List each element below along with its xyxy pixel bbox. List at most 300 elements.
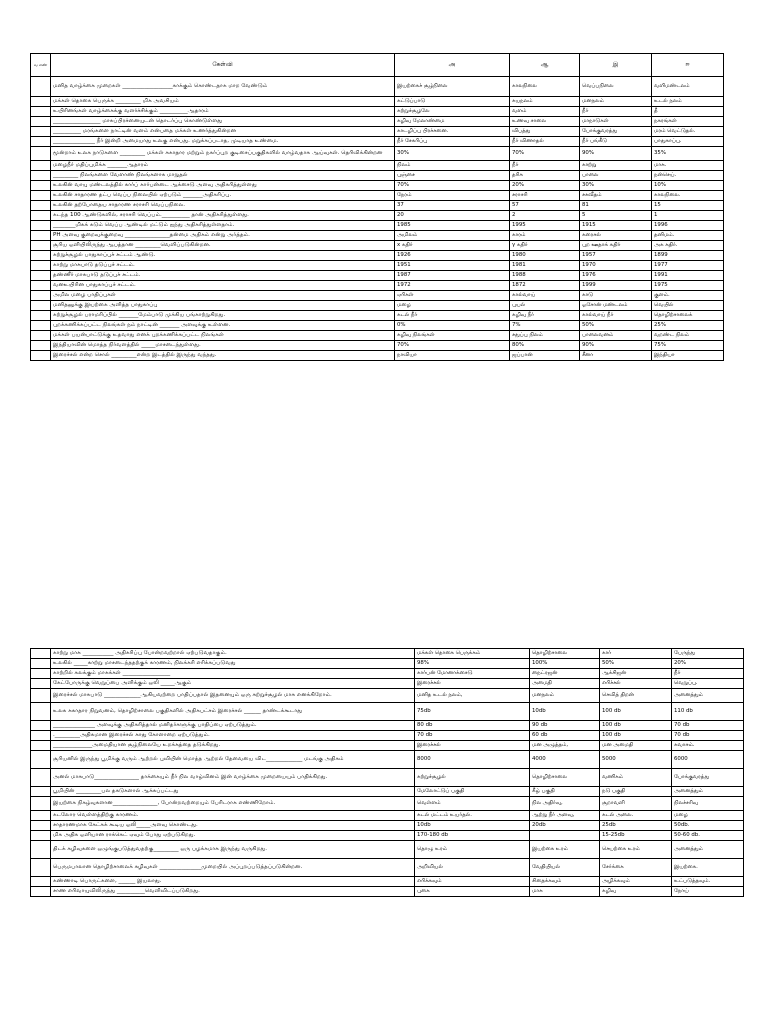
option-i-cell: எரிச்சல் (600, 679, 672, 689)
question-cell: தண்ணீர் மாசுபாடு தடுப்புச் சட்டம். (51, 271, 395, 281)
question-cell: மனிதனுக்கு இயற்கை அளித்த பாதுகாப்பு (51, 301, 395, 311)
option-ii-cell: வெறுப்பு. (672, 679, 744, 689)
question-cell: _______________ நீர் இன்றி அமையாது உலகு என்பது. மறுக்கப்படாத, முடியாத உண்மை. (51, 137, 395, 147)
option-i-cell: 15-25db (600, 831, 672, 841)
option-ii-cell: அனைத்தும் (672, 689, 744, 703)
option-ii-cell: 75% (652, 341, 724, 351)
option-ii-cell: 110 db (672, 703, 744, 721)
header-option-ii: ஈ (652, 54, 724, 77)
question-cell: கடலோர வெள்ளத்திற்கு காரணம். (51, 811, 415, 821)
option-i-cell: சீனா (580, 351, 652, 361)
option-i-cell: கரைசல் (580, 231, 652, 241)
option-aa-cell: சராசரி (510, 191, 580, 201)
option-i-cell: 5 (580, 211, 652, 221)
option-i-cell: கால்வாய் நீர் (580, 311, 652, 321)
option-a-cell: 1926 (395, 251, 510, 261)
option-i-cell: நீர் பங்கீடு (580, 137, 652, 147)
option-i-cell: போக்குவரத்து (580, 127, 652, 137)
table-row (31, 171, 724, 181)
option-a-cell: சுற்றுச்சூழலே (395, 107, 510, 117)
option-a-cell: 8000 (415, 751, 530, 769)
question-cell: உலகின் வாயு மண்டலத்தில் கார்ப் கார்பன்டை ஆக்சைடு அளவு அதிகரித்துள்ளது (51, 181, 395, 191)
question-cell: கண்ணாடி பொருட்களை, ______ இயலாது. (51, 877, 415, 887)
serial-number-cell (31, 301, 51, 311)
option-i-cell: 1999 (580, 281, 652, 291)
option-aa-cell: 80% (510, 341, 580, 351)
serial-number-cell (31, 341, 51, 351)
option-i-cell: கார் (600, 649, 672, 659)
option-i-cell: ஆக்சிஜன் (600, 669, 672, 679)
question-table-2 (30, 648, 744, 897)
table-row (31, 859, 744, 877)
question-cell: இயற்கை நிகழ்வுகளான________________, போன்றவற்றையும் பேரிடராக எண்ணிறோம். (51, 797, 415, 811)
option-ii-cell: தீ (652, 107, 724, 117)
table-row (31, 841, 744, 859)
option-i-cell: அழிக்கவும் (600, 877, 672, 887)
serial-number-cell (31, 331, 51, 341)
question-cell: இரைச்சல் என்ற சொல் _________என்ற இடத்தில் இருந்து வந்தது. (51, 351, 395, 361)
serial-number-cell (31, 649, 51, 659)
option-a-cell: 1951 (395, 261, 510, 271)
option-ii-cell: வறண்ட நிலம் (652, 331, 724, 341)
option-a-cell: இயற்கைச் சூழ்நிலை (395, 77, 510, 97)
serial-number-cell (31, 181, 51, 191)
question-cell: சாதாரணமாக கேட்கக் கூடிய ஒலி_____அளவு கொண்டது. (51, 821, 415, 831)
option-aa-cell: 70% (510, 147, 580, 161)
option-a-cell: அறிவியல் (415, 859, 530, 877)
option-a-cell: காடழிப்பு பிரச்சனை. (395, 127, 510, 137)
option-a-cell: 1987 (395, 271, 510, 281)
serial-number-cell (31, 221, 51, 231)
option-a-cell: 70% (395, 341, 510, 351)
option-a-cell: புஞ்சை (395, 171, 510, 181)
question-cell: மூன்றாம் உலக நாடுகளை _________ மக்கள் சுகாதார மற்றும் நகர்ப்புற குடிசைப்பகுதிகளில் வாழ்வதாக ஆய்வுகள். தெரிவிக்கின்றன (51, 147, 395, 161)
table-row (31, 181, 724, 191)
header-option-i: இ (580, 54, 652, 77)
option-ii-cell: அனைத்தும் (672, 787, 744, 797)
option-i-cell: சூறாவளி (600, 797, 672, 811)
option-ii-cell: நகரங்கள் (652, 117, 724, 127)
question-cell: இந்தியாவின் மொத்த நிர்வளத்தில் _____மாசடைந்துள்ளது. (51, 341, 395, 351)
serial-number-cell (31, 231, 51, 241)
table-row (31, 147, 724, 161)
serial-number-cell (31, 877, 51, 887)
option-a-cell: 10db (415, 821, 530, 831)
serial-number-cell (31, 311, 51, 321)
serial-number-cell (31, 291, 51, 301)
option-a-cell: 1972 (395, 281, 510, 291)
option-aa-cell: காரம் (510, 231, 580, 241)
serial-number-cell (31, 191, 51, 201)
option-ii-cell: 70 db (672, 721, 744, 731)
serial-number-cell (31, 841, 51, 859)
question-cell: மக்கள் பயன்பாட்டுக்கு உதவாது எனக் புறக்கணிக்கப்பட்ட நிலங்கள் (51, 331, 395, 341)
option-a-cell: கழிவு நிலங்கள் (395, 331, 510, 341)
option-aa-cell: நில அதிர்வு, (530, 797, 600, 811)
table-row (31, 137, 724, 147)
option-i-cell: சகவீதம் (580, 191, 652, 201)
serial-number-cell (31, 659, 51, 669)
option-a-cell: நீர் சேகரிப்பு (395, 137, 510, 147)
option-a-cell: 30% (395, 147, 510, 161)
option-ii-cell: நிலச்சரிவு (672, 797, 744, 811)
table-row (31, 201, 724, 211)
serial-number-cell (31, 751, 51, 769)
serial-number-cell (31, 321, 51, 331)
option-i-cell: 100 db (600, 721, 672, 731)
option-aa-cell (530, 831, 600, 841)
option-ii-cell: பாதுகாப்பு. (652, 137, 724, 147)
option-ii-cell: 6000 (672, 751, 744, 769)
table-row (31, 679, 744, 689)
serial-number-cell (31, 821, 51, 831)
table-row (31, 107, 724, 117)
table-row (31, 191, 724, 201)
serial-number-cell (31, 811, 51, 821)
question-cell: சூரிய ஒளியிலிருந்து ஆபத்தான _________வெளிப்படுகின்றன. (51, 241, 395, 251)
option-i-cell: 1976 (580, 271, 652, 281)
option-aa-cell: மன அழுத்தம், (530, 741, 600, 751)
option-i-cell: ஓசோன் மண்டலம் (580, 301, 652, 311)
option-a-cell: ஏரிகள் (395, 291, 510, 301)
table-row (31, 669, 744, 679)
table-row (31, 341, 724, 351)
option-ii-cell: இந்தியா (652, 351, 724, 361)
table-row (31, 271, 724, 281)
option-ii-cell: 50-60 db. (672, 831, 744, 841)
option-ii-cell: தொழிற்சாலைக் (652, 311, 724, 321)
question-cell: ________மிகக் கடும் வெப்ப ஆண்டில் மட்டும் ஐந்து அதிகரித்துள்ளதாம். (51, 221, 395, 231)
option-i-cell: 100 db (600, 703, 672, 721)
option-a-cell: அமிலம் (395, 231, 510, 241)
table-row (31, 231, 724, 241)
option-aa-cell: 90 db (530, 721, 600, 731)
table-body (31, 649, 744, 897)
option-aa-cell: 60 db (530, 731, 600, 741)
option-aa-cell: 4000 (530, 751, 600, 769)
option-i-cell: மனநலம் (580, 97, 652, 107)
option-aa-cell: 1980 (510, 251, 580, 261)
table-row (31, 251, 724, 261)
question-cell: உலகின் தற்போதைய சாதாரண சராசரி வெப்பநிலை. (51, 201, 395, 211)
serial-number-cell (31, 887, 51, 897)
table-row (31, 311, 724, 321)
option-i-cell: 90% (580, 341, 652, 351)
table-row (31, 161, 724, 171)
table-row (31, 291, 724, 301)
option-ii-cell: நோய் (672, 887, 744, 897)
option-a-cell: இரைச்சல் (415, 741, 530, 751)
option-aa-cell: வளம் (510, 107, 580, 117)
option-ii-cell: வெயில் (652, 301, 724, 311)
table-row (31, 301, 724, 311)
option-a-cell: 20 (395, 211, 510, 221)
table-row (31, 741, 744, 751)
serial-number-cell (31, 787, 51, 797)
table-row (31, 241, 724, 251)
option-ii-cell: நன்செய். (652, 171, 724, 181)
option-a-cell: கடல் நீர் (395, 311, 510, 321)
option-a-cell: கார்பன் மோனாக்சைடு (415, 669, 530, 679)
question-cell: இரைச்சல் மாசுபாடு _____________ஆகியவற்றை பாதிப்பதால் இதனையும் ஒரு சுற்றுச்சூழல் மாசு எனக்கிறோம். (51, 689, 415, 703)
option-i-cell: நடு பகுதி (600, 787, 672, 797)
option-ii-cell: சுவாசம். (672, 741, 744, 751)
serial-number-cell (31, 147, 51, 161)
serial-number-cell (31, 703, 51, 721)
question-table-1 (30, 53, 724, 361)
question-cell: புறக்கணிக்கப்பட்ட நிலங்கள் நம் நாட்டின் _______ அளவுக்கு உள்ளன. (51, 321, 395, 331)
option-a-cell: 70 db (415, 731, 530, 741)
table-row (31, 659, 744, 669)
option-a-cell: நாவியா (395, 351, 510, 361)
serial-number-cell (31, 351, 51, 361)
serial-number-cell (31, 127, 51, 137)
table-row (31, 821, 744, 831)
option-aa-cell: இயற்கை உரம் (530, 841, 600, 859)
option-aa-cell: 1981 (510, 261, 580, 271)
option-aa-cell: 20% (510, 181, 580, 191)
option-aa-cell: 1872 (510, 281, 580, 291)
option-i-cell: 50% (600, 659, 672, 669)
option-ii-cell: 1 (652, 211, 724, 221)
option-ii-cell: 1996 (652, 221, 724, 231)
question-cell: உலக சுகாதார நிறுவனம், தொழிற்சாலை பகுதிகளில் அதிகபட்சம் இரைச்சல் ______ தாண்டக்கூடாது (51, 703, 415, 721)
question-cell: உயிரினங்கள் வாழ்க்கைக்கு வளர்ச்சிக்கும் __________ஆதாரம் (51, 107, 395, 117)
option-ii-cell: காலநிலை. (652, 191, 724, 201)
table-row (31, 77, 724, 97)
table-row (31, 221, 724, 231)
option-ii-cell: வளிமண்டலம் (652, 77, 724, 97)
question-cell: ._________அதிகமான இரைச்சல் காது கோளாறை ஏற்படுத்தும். (51, 731, 415, 741)
option-ii-cell: தனிமம். (652, 231, 724, 241)
option-ii-cell: உடல் நலம் (652, 97, 724, 107)
serial-number-cell (31, 731, 51, 741)
option-ii-cell: உட்படுத்தவும். (672, 877, 744, 887)
option-ii-cell: மரம் வெட்டுதல். (652, 127, 724, 137)
option-aa-cell: 1988 (510, 271, 580, 281)
question-cell: காற்று மாசுபாடு தடுப்புச் சட்டம். (51, 261, 395, 271)
serial-number-cell (31, 117, 51, 127)
question-cell: __________ மரங்களை நாட்டின் வளம் என்பதை மக்கள் உணர்த்துகின்றன (51, 127, 395, 137)
option-ii-cell: 1899 (652, 251, 724, 261)
option-a-cell: 75db (415, 703, 530, 721)
table-row (31, 97, 724, 107)
serial-number-cell (31, 721, 51, 731)
question-cell: பெருமபாலான தொழிற்சாலைக் கழிவுகள் _______________முறையில் அப்புறப்படுத்தப்படுகின்றன. (51, 859, 415, 877)
table-row (31, 281, 724, 291)
question-cell: வனஉயிரின பாதுகாப்புச் சட்டம். (51, 281, 395, 291)
option-i-cell: நீர் (580, 107, 652, 117)
option-aa-cell: 2 (510, 211, 580, 221)
option-ii-cell: 1975 (652, 281, 724, 291)
question-cell: PH அளவு குறைவுக்குறைவு ________________தன்மை அதிகம் என்று அர்த்தம். (51, 231, 395, 241)
question-cell: காற்றில் கலக்கும் மாசுக்கள் _________________ (51, 669, 415, 679)
table-row (31, 751, 744, 769)
option-aa-cell: விபத்து (510, 127, 580, 137)
option-i-cell: 25db (600, 821, 672, 831)
option-ii-cell: 50db. (672, 821, 744, 831)
option-aa-cell: நீர் (510, 161, 580, 171)
table-row (31, 811, 744, 821)
question-cell: அனல் மாசுபாடு________________ தாக்கையும் நீர் நில வாழ்வினம் இன் வாழ்க்கை முறையையும் பாதிக்கிறது. (51, 769, 415, 787)
question-cell: _______________ அளவுக்கு அதிகரித்தால் மனிதர்களுக்கு பாதிப்பை ஏற்படுத்தும். (51, 721, 415, 731)
option-aa-cell: மனநலம் (530, 689, 600, 703)
option-a-cell: 98% (415, 659, 530, 669)
option-i-cell: பாலை (580, 171, 652, 181)
option-aa-cell: ஜப்பான் (510, 351, 580, 361)
option-i-cell: காடு (580, 291, 652, 301)
table-row (31, 351, 724, 361)
question-cell: _________ நிலங்களை வேளாண் நிலங்களாக மாறுதல் (51, 171, 395, 181)
question-cell: கேட்போருக்கு வெறுப்பை அளிக்கும் ஒலி _____ஆகும் (51, 679, 415, 689)
option-i-cell: 5000 (600, 751, 672, 769)
serial-number-cell (31, 241, 51, 251)
question-cell: மழைநீர் மதிப்புமிக்க _______ஆதாரம் (51, 161, 395, 171)
option-i-cell: பாலைவனம் (580, 331, 652, 341)
question-cell: திடக் கழிவுகளை ஒழுங்குபடுத்துவதற்கு_________ ஒரு பழக்கமாக இருந்து வருகிறது. (51, 841, 415, 859)
question-cell: ______________அமைதியான சூழ்நிலையே உறக்கத்தை தடுக்கிறது. (51, 741, 415, 751)
serial-number-cell (31, 161, 51, 171)
question-cell: உலகின் சாதாரண தட்ப வெப்ப நிலையில் ஏற்படும் _______அதிகரிப்பு. (51, 191, 395, 201)
option-a-cell: மனித உடல் நலம், (415, 689, 530, 703)
option-aa-cell: சதுப்பு நிலம் (510, 331, 580, 341)
option-i-cell: செயற்கை உரம் (600, 841, 672, 859)
option-i-cell: சேர்க்கை (600, 859, 672, 877)
serial-number-cell (31, 859, 51, 877)
option-aa-cell: 1995 (510, 221, 580, 231)
option-ii-cell: அக கதிர். (652, 241, 724, 251)
option-a-cell: புகை (415, 887, 530, 897)
table-body (31, 77, 724, 361)
option-aa-cell: காலநிலை (510, 77, 580, 97)
option-aa-cell: கால்வாய் (510, 291, 580, 301)
option-aa-cell: அமைதி (530, 679, 600, 689)
table-row (31, 331, 724, 341)
option-ii-cell: 10% (652, 181, 724, 191)
option-a-cell: மக்கள் தொகை பெருக்கம் (415, 649, 530, 659)
option-a-cell: நிலம் (395, 161, 510, 171)
question-cell: காற்று மாசு ___________ அதிகரிப்பு போன்றவற்றால் ஏற்படுவதாகும். (51, 649, 415, 659)
serial-number-cell (31, 281, 51, 291)
option-ii-cell: 70 db (672, 731, 744, 741)
serial-number-cell (31, 97, 51, 107)
serial-number-cell (31, 251, 51, 261)
option-ii-cell: பேருந்து (672, 649, 744, 659)
serial-number-cell (31, 689, 51, 703)
serial-number-cell (31, 679, 51, 689)
option-aa-cell: கழிவு நீர் (510, 311, 580, 321)
option-i-cell: மன அமைதி (600, 741, 672, 751)
table-row (31, 211, 724, 221)
option-aa-cell: மாசு (530, 887, 600, 897)
option-ii-cell: மழை (672, 811, 744, 821)
table-row (31, 887, 744, 897)
serial-number-cell (31, 831, 51, 841)
table-row (31, 649, 744, 659)
serial-number-cell (31, 77, 51, 97)
option-a-cell: கடல் மட்டம் உயர்தல். (415, 811, 530, 821)
option-ii-cell: நீர் (672, 669, 744, 679)
question-cell: சுற்றுச்சூழல் பராமரிப்பில் _______மேம்பாடு முக்கிய பங்காற்றுகிறது. (51, 311, 395, 321)
question-cell: பூமியின் _________பல தகடுகளால் ஆக்கப்பட்டது (51, 787, 415, 797)
option-a-cell: 80 db (415, 721, 530, 731)
option-ii-cell: 1977 (652, 261, 724, 271)
question-cell: மிக அதிக ஒளியான ராக்கெட் ஏவும் போது ஏற்படுகிறது. (51, 831, 415, 841)
option-a-cell: x கதிர் (395, 241, 510, 251)
option-i-cell: மாநாடுகள் (580, 117, 652, 127)
serial-number-cell (31, 669, 51, 679)
option-aa-cell: தரிசு (510, 171, 580, 181)
option-i-cell: புற ஊதாக் கதிர் (580, 241, 652, 251)
option-a-cell: 0% (395, 321, 510, 331)
option-aa-cell: சிதைக்கவும் (530, 877, 600, 887)
question-cell: _________________ மாசுப்பிரச்னையுடன் தொடர்ப்பு கொண்டுள்ளது (51, 117, 395, 127)
option-i-cell: வணிகம் (600, 769, 672, 787)
option-i-cell: 100 db (600, 731, 672, 741)
option-aa-cell: γ கதிர் (510, 241, 580, 251)
option-ii-cell: 15 (652, 201, 724, 211)
option-aa-cell: வேதியியல் (530, 859, 600, 877)
option-aa-cell: தொழிற்சாலை (530, 649, 600, 659)
option-aa-cell: உணவு சாலை (510, 117, 580, 127)
option-i-cell: செவித் திறன் (600, 689, 672, 703)
option-a-cell: 170-180 db (415, 831, 530, 841)
table-row (31, 787, 744, 797)
table-row (31, 769, 744, 787)
header-row (31, 54, 724, 77)
table-row (31, 797, 744, 811)
option-a-cell: மேலோட்டுப் பகுதி (415, 787, 530, 797)
option-ii-cell: மாசு. (652, 161, 724, 171)
question-cell: சாண எரிவாயுவிலிருந்து __________வெளிவிடப்படுகிறது. (51, 887, 415, 897)
option-ii-cell: 25% (652, 321, 724, 331)
header-option-a: அ (395, 54, 510, 77)
option-i-cell: 30% (580, 181, 652, 191)
table-row (31, 689, 744, 703)
table-row (31, 321, 724, 331)
question-cell: மனித வாழ்க்கை முறைகள் __________________காக்கும் கொண்டதாக மாற வேண்டும் (51, 77, 395, 97)
option-a-cell: 1985 (395, 221, 510, 231)
option-i-cell: கடல் அலை. (600, 811, 672, 821)
option-a-cell: சுற்றுச்சூழல் (415, 769, 530, 787)
option-a-cell: தொழு உரம் (415, 841, 530, 859)
header-question: கேள்வி (51, 54, 395, 77)
serial-number-cell (31, 211, 51, 221)
question-cell: அமில மழை பாதிப்புகள் (51, 291, 395, 301)
option-aa-cell: 57 (510, 201, 580, 211)
serial-number-cell (31, 271, 51, 281)
option-i-cell: 1915 (580, 221, 652, 231)
option-i-cell: வெப்பநிலை (580, 77, 652, 97)
option-a-cell: கழிவு மேலாண்மை (395, 117, 510, 127)
option-ii-cell: 35% (652, 147, 724, 161)
option-i-cell: காற்று (580, 161, 652, 171)
option-i-cell: 90% (580, 147, 652, 161)
option-i-cell: 1957 (580, 251, 652, 261)
serial-number-cell (31, 261, 51, 271)
table-row (31, 877, 744, 887)
table-row (31, 721, 744, 731)
option-ii-cell: 1991 (652, 271, 724, 281)
option-a-cell: கட்டுப்பாடு (395, 97, 510, 107)
option-ii-cell: அனைத்தும் (672, 841, 744, 859)
option-ii-cell: 20% (672, 659, 744, 669)
question-cell: உலகில் _____காற்று மாசடைந்ததற்குக் காரணம், நிலக்கரி எரிக்கப்படுவது (51, 659, 415, 669)
table-row (31, 703, 744, 721)
option-aa-cell: தொழிற்சாலை (530, 769, 600, 787)
option-a-cell: 70% (395, 181, 510, 191)
serial-number-cell (31, 797, 51, 811)
